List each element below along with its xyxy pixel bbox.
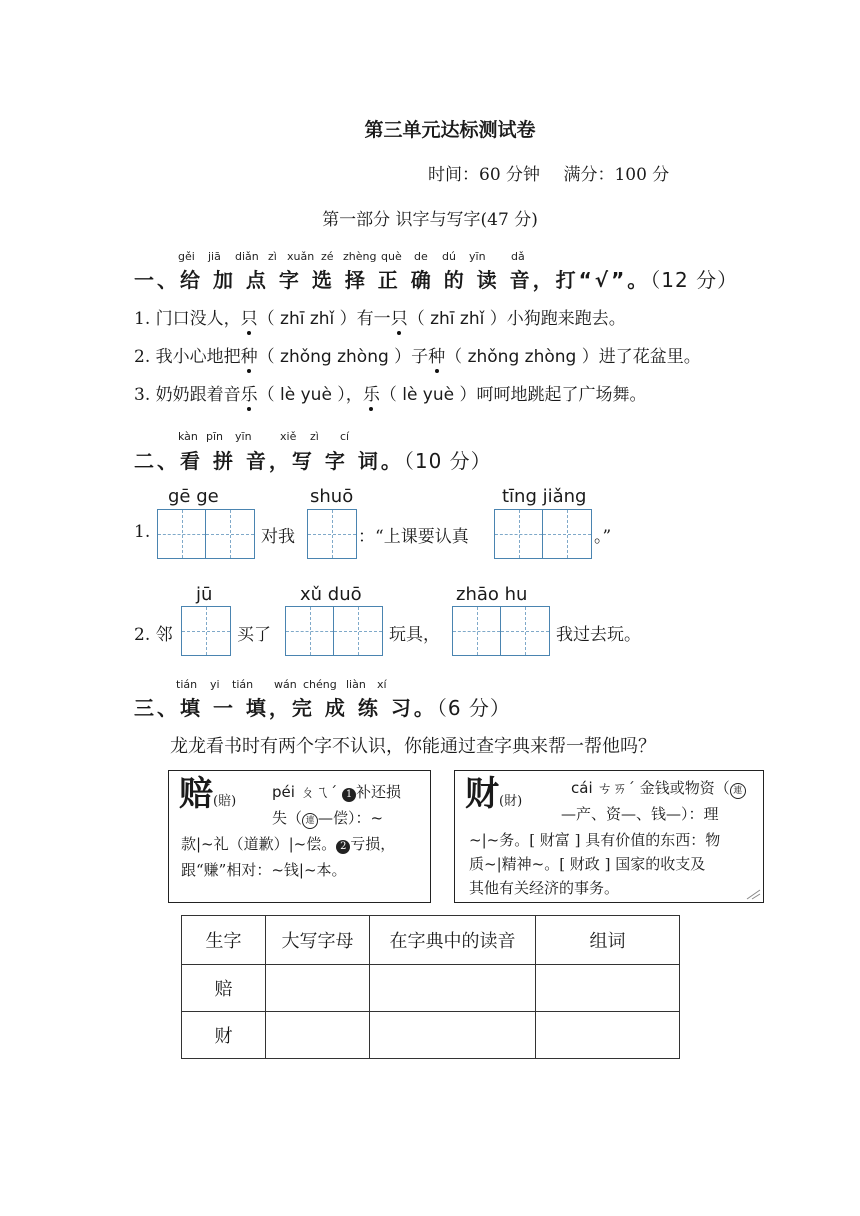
pinyin-annotation: liàn bbox=[346, 678, 366, 691]
column-header: 生字 bbox=[182, 916, 266, 965]
pinyin-annotation: gěi bbox=[178, 250, 195, 263]
headword: 赔 bbox=[179, 774, 213, 814]
entry-pinyin: cái bbox=[571, 779, 593, 797]
entry-pinyin: péi bbox=[272, 783, 295, 801]
section1-title: 一、给 加 点 字 选 择 正 确 的 读 音，打“√”。 bbox=[134, 268, 651, 292]
full-score: 满分：100 分 bbox=[563, 165, 670, 185]
pinyin-options[interactable]: （ lè yuè ）呵呵地跳起了广场舞。 bbox=[379, 385, 647, 405]
time-limit: 时间：60 分钟 bbox=[428, 165, 541, 185]
grid-cell[interactable] bbox=[158, 510, 206, 558]
lian-mark: 連 bbox=[302, 813, 318, 829]
table-header-row bbox=[182, 916, 680, 965]
writing-grid[interactable] bbox=[307, 509, 357, 559]
pinyin-options[interactable]: （ zhī zhǐ ）有一 bbox=[257, 309, 391, 329]
question-number: 1. bbox=[134, 522, 151, 542]
pinyin-annotation: zì bbox=[310, 430, 319, 443]
sense-number: 1 bbox=[342, 788, 356, 802]
answer-cell[interactable] bbox=[370, 965, 536, 1012]
section1-score: （12 分） bbox=[650, 268, 739, 292]
exam-meta bbox=[428, 160, 687, 185]
pinyin-annotation: xí bbox=[377, 678, 387, 691]
writing-grid[interactable] bbox=[157, 509, 255, 559]
def-text: 金钱或物资（ bbox=[639, 779, 730, 797]
section2-heading bbox=[134, 445, 492, 474]
pinyin-annotation: yi bbox=[210, 678, 220, 691]
resize-grip-icon bbox=[745, 888, 761, 900]
dictionary-entry-pei bbox=[168, 770, 431, 903]
section2-title: 二、看 拼 音，写 字 词。 bbox=[134, 449, 404, 473]
traditional-form: (賠) bbox=[213, 794, 237, 809]
dotted-char: 只 bbox=[241, 304, 258, 329]
def-text: 亏损， bbox=[350, 835, 396, 853]
pinyin-annotation: zhèng bbox=[343, 250, 377, 263]
pinyin-annotation: tián bbox=[232, 678, 254, 691]
section3-title: 三、填 一 填，完 成 练 习。 bbox=[134, 696, 437, 720]
def-text: 失（ bbox=[272, 809, 303, 827]
def-text: 质~|精神~。[ 财政 ] 国家的收支及 bbox=[469, 855, 706, 873]
pinyin-annotation: xuǎn bbox=[287, 250, 315, 263]
column-header: 大写字母 bbox=[266, 916, 370, 965]
q-text: 买了 bbox=[237, 625, 271, 645]
entry-zhuyin: ㄘㄞˊ bbox=[597, 779, 635, 797]
pinyin-annotation: què bbox=[381, 250, 402, 263]
pinyin-annotation: yīn bbox=[469, 250, 486, 263]
traditional-form: (財) bbox=[499, 794, 523, 809]
grid-cell[interactable] bbox=[308, 510, 356, 558]
section1-pinyin bbox=[176, 250, 536, 264]
dictionary-entry-cai bbox=[454, 770, 764, 903]
column-header: 组词 bbox=[536, 916, 680, 965]
table-row bbox=[182, 965, 680, 1012]
answer-cell[interactable] bbox=[370, 1012, 536, 1059]
section2-score: （10 分） bbox=[403, 449, 492, 473]
sense-number: 2 bbox=[336, 840, 350, 854]
pinyin-annotation: xiě bbox=[280, 430, 297, 443]
def-text: 补还损 bbox=[356, 783, 402, 801]
section1-heading bbox=[134, 264, 738, 293]
pinyin-annotation: dǎ bbox=[511, 250, 525, 263]
question-1-3 bbox=[134, 380, 647, 405]
def-text: —偿）：~ bbox=[318, 809, 384, 827]
pinyin-annotation: zì bbox=[268, 250, 277, 263]
pinyin-annotation: tián bbox=[176, 678, 198, 691]
pinyin-prompt: shuō bbox=[310, 486, 354, 507]
grid-cell[interactable] bbox=[501, 607, 549, 655]
dotted-char: 乐 bbox=[363, 380, 380, 405]
column-header: 在字典中的读音 bbox=[370, 916, 536, 965]
pinyin-annotation: diǎn bbox=[235, 250, 259, 263]
q-text: 。” bbox=[594, 527, 612, 547]
q-text: 我过去玩。 bbox=[556, 625, 641, 645]
grid-cell[interactable] bbox=[543, 510, 591, 558]
pinyin-options[interactable]: （ zhǒng zhòng ）进了花盆里。 bbox=[445, 347, 701, 367]
part-heading: 第一部分 识字与写字(47 分) bbox=[322, 210, 538, 230]
table-cell: 赔 bbox=[182, 965, 266, 1012]
pinyin-options[interactable]: （ zhǒng zhòng ）子 bbox=[257, 347, 429, 367]
dotted-char: 种 bbox=[428, 342, 445, 367]
question-1-1 bbox=[134, 304, 626, 329]
pinyin-annotation: dú bbox=[442, 250, 456, 263]
dotted-char: 乐 bbox=[241, 380, 258, 405]
pinyin-annotation: pīn bbox=[206, 430, 224, 443]
headword: 财 bbox=[465, 774, 499, 814]
dotted-char: 种 bbox=[241, 342, 258, 367]
table-row bbox=[182, 1012, 680, 1059]
pinyin-annotation: wán bbox=[274, 678, 297, 691]
section3-pinyin bbox=[176, 678, 416, 692]
page-title: 第三单元达标测试卷 bbox=[364, 119, 536, 141]
pinyin-prompt: jū bbox=[196, 584, 213, 605]
answer-table bbox=[181, 915, 680, 1059]
grid-cell[interactable] bbox=[495, 510, 543, 558]
q-text: 1. 门口没人， bbox=[134, 309, 241, 329]
grid-cell[interactable] bbox=[334, 607, 382, 655]
pinyin-annotation: kàn bbox=[178, 430, 198, 443]
answer-cell[interactable] bbox=[266, 965, 370, 1012]
pinyin-prompt: zhāo hu bbox=[456, 584, 528, 605]
pinyin-annotation: yīn bbox=[235, 430, 252, 443]
writing-grid[interactable] bbox=[452, 606, 550, 656]
pinyin-options[interactable]: （ lè yuè ）， bbox=[257, 385, 363, 405]
pinyin-prompt: xǔ duō bbox=[300, 584, 362, 605]
section3-intro: 龙龙看书时有两个字不认识，你能通过查字典来帮一帮他吗？ bbox=[170, 736, 656, 757]
writing-grid[interactable] bbox=[494, 509, 592, 559]
section3-score: （6 分） bbox=[436, 696, 511, 720]
answer-cell[interactable] bbox=[266, 1012, 370, 1059]
section2-pinyin bbox=[176, 430, 376, 444]
writing-grid[interactable] bbox=[181, 606, 231, 656]
def-text: —产、资—、钱—）：理 bbox=[561, 805, 719, 823]
answer-cell[interactable] bbox=[536, 965, 680, 1012]
pinyin-annotation: de bbox=[414, 250, 428, 263]
grid-cell[interactable] bbox=[182, 607, 230, 655]
pinyin-annotation: jiā bbox=[208, 250, 221, 263]
q-text: 2. 我小心地把 bbox=[134, 347, 241, 367]
lian-mark: 連 bbox=[730, 783, 746, 799]
grid-cell[interactable] bbox=[286, 607, 334, 655]
q-text: 玩具， bbox=[389, 625, 440, 645]
grid-cell[interactable] bbox=[206, 510, 254, 558]
question-1-2 bbox=[134, 342, 701, 367]
pinyin-annotation: zé bbox=[321, 250, 334, 263]
entry-zhuyin: ㄆㄟˊ bbox=[299, 783, 338, 801]
def-text: ~|~务。[ 财富 ] 具有价值的东西：物 bbox=[469, 831, 721, 849]
pinyin-annotation: chéng bbox=[303, 678, 337, 691]
dotted-char: 只 bbox=[391, 304, 408, 329]
q-text: ：“上课要认真 bbox=[358, 527, 469, 547]
pinyin-annotation: cí bbox=[340, 430, 350, 443]
q-text: 3. 奶奶跟着音 bbox=[134, 385, 241, 405]
table-cell: 财 bbox=[182, 1012, 266, 1059]
pinyin-prompt: gē ge bbox=[168, 486, 219, 507]
q-text: 2. 邻 bbox=[134, 625, 173, 645]
grid-cell[interactable] bbox=[453, 607, 501, 655]
def-text: 跟“赚”相对：~钱|~本。 bbox=[181, 861, 347, 879]
pinyin-prompt: tīng jiǎng bbox=[502, 486, 587, 507]
def-text: 款|~礼（道歉）|~偿。 bbox=[181, 835, 337, 853]
q-text: 对我 bbox=[261, 527, 295, 547]
section3-heading bbox=[134, 692, 511, 721]
def-text: 其他有关经济的事务。 bbox=[469, 879, 620, 897]
answer-cell[interactable] bbox=[536, 1012, 680, 1059]
writing-grid[interactable] bbox=[285, 606, 383, 656]
pinyin-options[interactable]: （ zhī zhǐ ）小狗跑来跑去。 bbox=[407, 309, 626, 329]
